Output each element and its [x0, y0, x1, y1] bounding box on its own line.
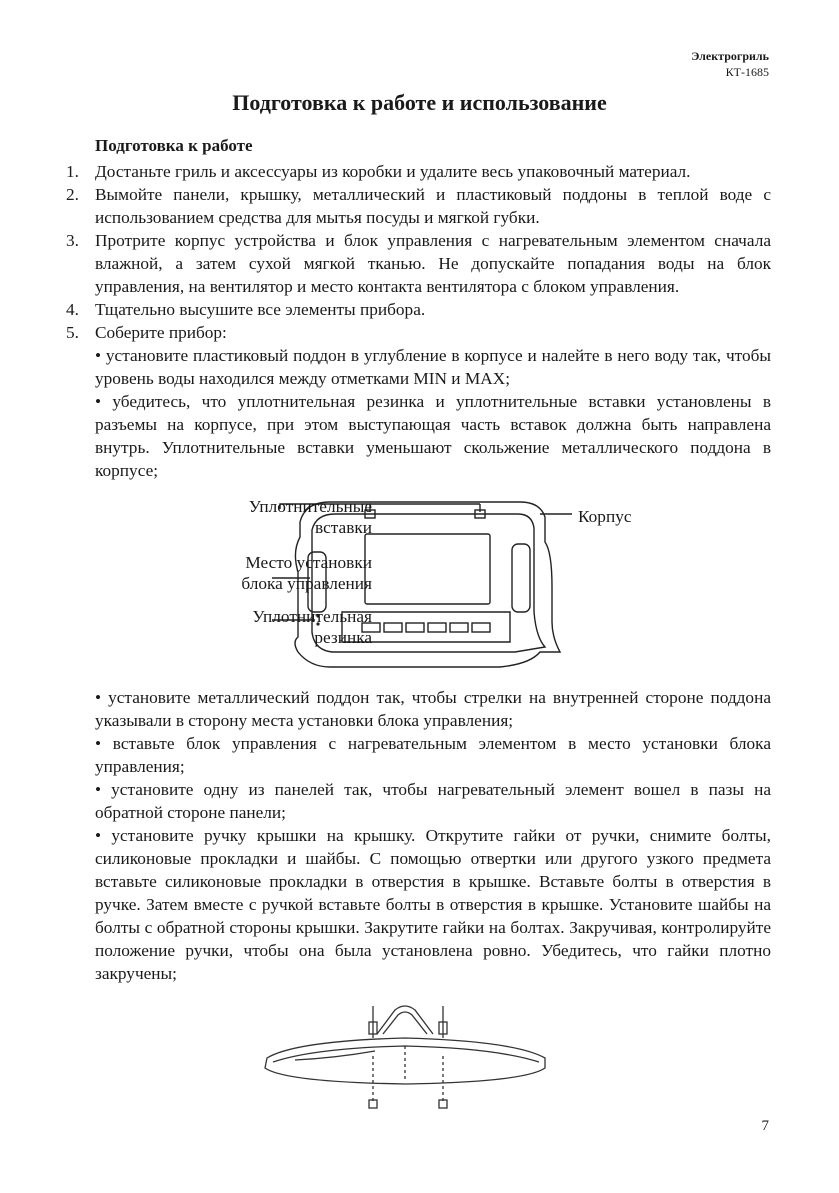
label-line: Уплотнительная — [252, 607, 372, 626]
lid-handle-illustration — [255, 996, 555, 1116]
step-item-1 — [66, 160, 771, 183]
step-item-2 — [66, 183, 771, 229]
label-sealing-gasket — [252, 606, 372, 648]
step-item-4 — [66, 298, 771, 321]
section-heading: Подготовка к работе — [95, 136, 253, 155]
label-line: блока управления — [241, 574, 372, 593]
step-item-5 — [66, 321, 771, 482]
page-title: Подготовка к работе и использование — [232, 90, 607, 115]
step-text: Соберите прибор: — [95, 323, 227, 342]
label-line: резинка — [314, 628, 372, 647]
label-line: Уплотнительные — [248, 497, 372, 516]
bullet-item: • вставьте блок управления с нагревательным элементом в место установки блока управления; — [95, 734, 771, 776]
page-header — [691, 48, 769, 80]
header-model: КТ-1685 — [725, 65, 769, 79]
step-number: 1. — [66, 162, 79, 181]
step-text: Достаньте гриль и аксессуары из коробки и удалите весь упаковочный материал. — [95, 162, 691, 181]
step-text: Вымойте панели, крышку, металлический и пластиковый поддоны в теплой воде с использованием средства для мытья посуды и мягкой губки. — [95, 185, 771, 227]
page-number: 7 — [761, 1118, 769, 1134]
step-number: 5. — [66, 323, 79, 342]
bullet-item: • установите пластиковый поддон в углубление в корпусе и налейте в него воду так, чтобы уровень воды находился между отметками MIN и MAX; — [95, 346, 771, 388]
bullet-item: • убедитесь, что уплотнительная резинка и уплотнительные вставки установлены в разъемы на корпусе, при этом выступающая часть вставок должна быть направлена внутрь. Уплотнительные вставки уменьшают скольжение металлического поддона в корпусе; — [95, 392, 771, 480]
step-item-3 — [66, 229, 771, 298]
steps-list — [66, 160, 771, 482]
step-number: 3. — [66, 231, 79, 250]
label-control-unit-place — [241, 552, 372, 594]
grill-body-illustration — [100, 492, 660, 682]
step-number: 2. — [66, 185, 79, 204]
step-text: Протрите корпус устройства и блок управления с нагревательным элементом сначала влажной, а затем сухой мягкой тканью. Не допускайте попадания воды на блок управления, на вентилятор и место контакта вентилятора с блоком управления. — [95, 231, 771, 296]
bullet-item: • установите ручку крышки на крышку. Открутите гайки от ручки, снимите болты, силиконовые прокладки и шайбы. С помощью отвертки или другого узкого предмета вставьте силиконовые прокладки в отверстия в крышке. Вставьте болты в отверстия в ручке. Затем вместе с ручкой вставьте болты в отверстия в крышке. Установите шайбы на болты с обратной стороны крышки. Закрутите гайки на болтах. Закручивая, контролируйте положение ручки, чтобы она была установлена ровно. Убедитесь, что гайки плотно закручены; — [95, 826, 771, 983]
step-number: 4. — [66, 300, 79, 319]
bullet-item: • установите металлический поддон так, чтобы стрелки на внутренней стороне поддона указывали в сторону места установки блока управления; — [95, 688, 771, 730]
label-line: вставки — [315, 518, 372, 537]
bullets-after-diagram — [66, 686, 771, 985]
label-line: Место установки — [245, 553, 372, 572]
header-product: Электрогриль — [691, 49, 769, 63]
step-text: Тщательно высушите все элементы прибора. — [95, 300, 426, 319]
label-sealing-inserts — [249, 496, 372, 538]
grill-body-diagram — [100, 492, 660, 682]
bullet-item: • установите одну из панелей так, чтобы нагревательный элемент вошел в пазы на обратной стороне панели; — [95, 780, 771, 822]
label-body: Корпус — [578, 507, 632, 526]
